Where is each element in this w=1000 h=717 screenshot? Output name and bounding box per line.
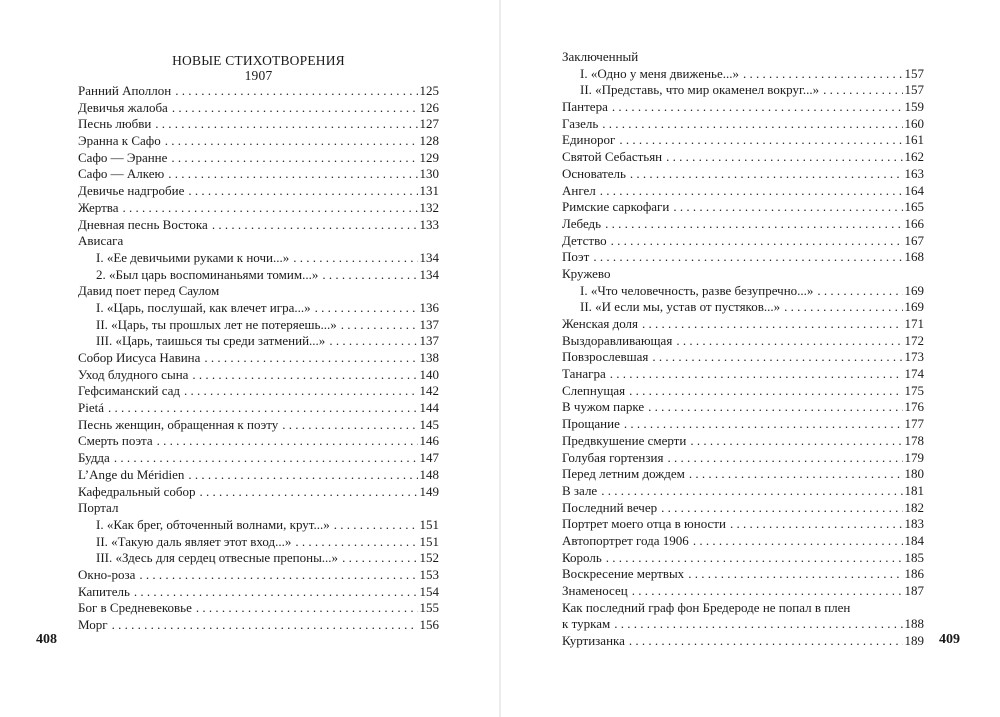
toc-leader-dots bbox=[157, 433, 418, 450]
toc-entry bbox=[78, 283, 439, 300]
toc-entry-page: 178 bbox=[904, 432, 924, 448]
toc-entry-title: Гефсиманский сад bbox=[78, 383, 181, 399]
toc-entry-page: 166 bbox=[904, 215, 924, 231]
toc-entry bbox=[78, 100, 439, 117]
toc-entry-title: I. «Что человечность, разве безупречно...» bbox=[580, 282, 814, 298]
toc-leader-dots bbox=[667, 450, 902, 467]
toc-leader-dots bbox=[341, 317, 418, 334]
toc-entry bbox=[562, 633, 924, 650]
toc-entry-title: Как последний граф фон Бредероде не попал в плен bbox=[562, 599, 851, 615]
toc-entry bbox=[562, 66, 924, 83]
toc-entry bbox=[562, 450, 924, 467]
toc-leader-dots bbox=[212, 217, 418, 234]
toc-leader-dots bbox=[192, 367, 417, 384]
toc-leader-dots bbox=[204, 350, 417, 367]
toc-entry-title: Портал bbox=[78, 500, 119, 516]
toc-leader-dots bbox=[600, 183, 903, 200]
toc-entry-title: Голубая гортензия bbox=[562, 449, 664, 465]
toc-entry-title: I. «Одно у меня движенье...» bbox=[580, 65, 739, 81]
toc-entry-page: 169 bbox=[904, 299, 924, 315]
toc-entry-page: 137 bbox=[419, 316, 439, 332]
toc-entry-page: 171 bbox=[904, 316, 924, 331]
toc-entry bbox=[78, 350, 439, 367]
toc-entry bbox=[78, 467, 439, 484]
toc-leader-dots bbox=[112, 617, 418, 634]
section-heading: НОВЫЕ СТИХОТВОРЕНИЯ bbox=[172, 53, 345, 68]
toc-entry bbox=[562, 483, 924, 500]
toc-entry-title: Выздоравливающая bbox=[562, 332, 673, 348]
toc-entry-page: 151 bbox=[419, 516, 439, 532]
toc-leader-dots bbox=[165, 133, 418, 150]
toc-entry bbox=[78, 267, 439, 284]
right-page bbox=[501, 0, 1000, 717]
toc-leader-dots bbox=[602, 116, 902, 133]
toc-entry-page: 162 bbox=[904, 149, 924, 165]
toc-entry bbox=[78, 433, 439, 450]
toc-entry-page: 173 bbox=[904, 349, 924, 365]
toc-list-left bbox=[78, 83, 439, 634]
toc-entry-title: Предвкушение смерти bbox=[562, 432, 687, 448]
toc-entry-title: Ависага bbox=[78, 233, 124, 249]
toc-entry-title: II. «Такую даль являет этот вход...» bbox=[96, 533, 292, 549]
toc-leader-dots bbox=[606, 550, 903, 567]
toc-entry-title: Воскресение мертвых bbox=[562, 566, 685, 582]
toc-leader-dots bbox=[155, 116, 417, 133]
toc-entry-title: Ангел bbox=[562, 182, 596, 198]
toc-entry bbox=[562, 283, 924, 300]
toc-leader-dots bbox=[329, 333, 417, 350]
toc-entry bbox=[562, 516, 924, 533]
toc-entry-page: 155 bbox=[419, 600, 439, 616]
toc-entry bbox=[562, 116, 924, 133]
toc-entry bbox=[562, 316, 924, 333]
toc-entry-title: Кафедральный собор bbox=[78, 483, 196, 499]
toc-entry-page: 146 bbox=[419, 433, 439, 449]
toc-entry-title: Танагра bbox=[562, 366, 606, 382]
toc-entry-page: 157 bbox=[904, 65, 924, 81]
toc-entry-title: Девичья жалоба bbox=[78, 99, 168, 115]
toc-entry-title: Перед летним дождем bbox=[562, 466, 685, 482]
toc-column-left bbox=[78, 53, 439, 634]
toc-entry-page: 157 bbox=[904, 82, 924, 98]
page-number-right: 409 bbox=[939, 632, 960, 647]
toc-entry-title: III. «Здесь для сердец отвесные препоны...» bbox=[96, 550, 339, 566]
toc-entry-title: Собор Иисуса Навина bbox=[78, 350, 201, 365]
toc-leader-dots bbox=[196, 600, 418, 617]
toc-leader-dots bbox=[612, 99, 903, 116]
toc-entry-page: 159 bbox=[904, 99, 924, 115]
toc-entry-page: 130 bbox=[419, 166, 439, 182]
toc-entry bbox=[78, 450, 439, 467]
toc-entry-page: 148 bbox=[419, 466, 439, 482]
toc-entry-title: Эранна к Сафо bbox=[78, 133, 161, 149]
toc-entry bbox=[562, 349, 924, 366]
toc-leader-dots bbox=[188, 183, 417, 200]
toc-entry bbox=[562, 366, 924, 383]
toc-leader-dots bbox=[168, 166, 417, 183]
toc-entry-page: 181 bbox=[904, 482, 924, 498]
toc-leader-dots bbox=[730, 516, 903, 533]
toc-leader-dots bbox=[611, 233, 903, 250]
toc-entry bbox=[78, 567, 439, 584]
toc-entry bbox=[78, 233, 439, 250]
toc-leader-dots bbox=[295, 534, 417, 551]
toc-entry bbox=[562, 399, 924, 416]
toc-leader-dots bbox=[293, 250, 417, 267]
toc-list-right bbox=[562, 49, 924, 650]
toc-leader-dots bbox=[619, 132, 902, 149]
toc-entry bbox=[78, 534, 439, 551]
toc-entry bbox=[78, 417, 439, 434]
toc-entry bbox=[562, 183, 924, 200]
toc-entry bbox=[562, 166, 924, 183]
toc-entry bbox=[562, 233, 924, 250]
toc-entry-page: 133 bbox=[419, 216, 439, 232]
toc-leader-dots bbox=[315, 300, 418, 317]
toc-entry bbox=[78, 83, 439, 100]
toc-entry bbox=[78, 116, 439, 133]
toc-leader-dots bbox=[139, 567, 417, 584]
toc-leader-dots bbox=[630, 166, 903, 183]
toc-leader-dots bbox=[171, 150, 417, 167]
toc-entry bbox=[78, 317, 439, 334]
toc-entry bbox=[562, 600, 924, 617]
toc-leader-dots bbox=[593, 249, 902, 266]
toc-entry bbox=[78, 200, 439, 217]
toc-entry bbox=[78, 217, 439, 234]
toc-leader-dots bbox=[642, 316, 902, 333]
toc-entry-title: Капитель bbox=[78, 583, 130, 599]
toc-entry bbox=[562, 466, 924, 483]
toc-entry-page: 138 bbox=[419, 350, 439, 365]
toc-entry-page: 189 bbox=[904, 633, 924, 649]
left-page bbox=[0, 0, 499, 717]
toc-leader-dots bbox=[652, 349, 902, 366]
toc-column-right bbox=[562, 49, 924, 650]
toc-entry bbox=[562, 583, 924, 600]
toc-leader-dots bbox=[688, 566, 902, 583]
toc-leader-dots bbox=[689, 466, 903, 483]
toc-entry-page: 145 bbox=[419, 416, 439, 432]
toc-entry-page: 154 bbox=[419, 583, 439, 599]
toc-entry-title: II. «И если мы, устав от пустяков...» bbox=[580, 299, 781, 315]
toc-entry-title: Бог в Средневековье bbox=[78, 600, 192, 616]
toc-entry-title: Пантера bbox=[562, 99, 608, 115]
toc-entry-page: 127 bbox=[419, 116, 439, 132]
toc-entry bbox=[78, 617, 439, 634]
toc-entry-title: Знаменосец bbox=[562, 583, 628, 598]
page-number-left: 408 bbox=[36, 632, 57, 647]
toc-entry-page: 156 bbox=[419, 617, 439, 632]
toc-entry bbox=[562, 49, 924, 66]
toc-entry-page: 161 bbox=[904, 132, 924, 148]
toc-entry-page: 165 bbox=[904, 199, 924, 215]
toc-leader-dots bbox=[123, 200, 418, 217]
toc-entry-title: Единорог bbox=[562, 132, 616, 148]
toc-entry bbox=[562, 500, 924, 517]
toc-entry bbox=[78, 400, 439, 417]
toc-entry bbox=[78, 367, 439, 384]
toc-entry bbox=[78, 584, 439, 601]
toc-entry-page: 169 bbox=[904, 282, 924, 298]
toc-entry-page: 151 bbox=[419, 533, 439, 549]
toc-leader-dots bbox=[108, 400, 418, 417]
toc-entry-title: Уход блудного сына bbox=[78, 366, 189, 382]
toc-entry-page: 134 bbox=[419, 266, 439, 282]
toc-entry-page: 125 bbox=[419, 83, 439, 98]
toc-entry-page: 180 bbox=[904, 466, 924, 482]
toc-entry bbox=[562, 433, 924, 450]
toc-leader-dots bbox=[614, 616, 902, 633]
toc-entry-page: 136 bbox=[419, 299, 439, 315]
toc-entry bbox=[562, 383, 924, 400]
toc-entry-title: Детство bbox=[562, 232, 607, 248]
toc-entry bbox=[562, 333, 924, 350]
toc-entry-page: 168 bbox=[904, 249, 924, 265]
toc-entry-title: Будда bbox=[78, 450, 110, 466]
toc-entry-title: Окно-роза bbox=[78, 566, 136, 582]
toc-entry-page: 152 bbox=[419, 550, 439, 566]
toc-leader-dots bbox=[172, 100, 418, 117]
toc-entry bbox=[78, 333, 439, 350]
toc-entry bbox=[562, 566, 924, 583]
toc-entry-title: Слепнущая bbox=[562, 382, 626, 398]
toc-entry bbox=[562, 216, 924, 233]
toc-entry-page: 177 bbox=[904, 416, 924, 432]
toc-entry-page: 132 bbox=[419, 199, 439, 215]
toc-entry bbox=[78, 383, 439, 400]
toc-entry bbox=[562, 266, 924, 283]
toc-entry-page: 128 bbox=[419, 133, 439, 149]
toc-entry-page: 134 bbox=[419, 249, 439, 265]
toc-entry-title: В зале bbox=[562, 482, 598, 498]
toc-entry bbox=[562, 249, 924, 266]
toc-entry bbox=[78, 150, 439, 167]
toc-leader-dots bbox=[605, 216, 902, 233]
toc-entry-page: 185 bbox=[904, 549, 924, 565]
toc-leader-dots bbox=[134, 584, 418, 601]
toc-leader-dots bbox=[817, 283, 902, 300]
toc-entry-title: Прощание bbox=[562, 416, 620, 432]
toc-entry-title: II. «Царь, ты прошлых лет не потеряешь...» bbox=[96, 316, 337, 332]
toc-leader-dots bbox=[282, 417, 417, 434]
toc-entry bbox=[562, 99, 924, 116]
toc-entry-title: Святой Себастьян bbox=[562, 149, 663, 165]
toc-leader-dots bbox=[743, 66, 903, 83]
toc-entry bbox=[78, 300, 439, 317]
toc-entry-title: II. «Представь, что мир окаменел вокруг...» bbox=[580, 82, 820, 98]
toc-entry-title: Кружево bbox=[562, 265, 611, 281]
toc-entry-title: к туркам bbox=[562, 616, 611, 632]
toc-entry-page: 167 bbox=[904, 232, 924, 248]
toc-entry-title: Король bbox=[562, 549, 602, 565]
toc-entry-page: 160 bbox=[904, 115, 924, 131]
toc-entry-title: Песнь любви bbox=[78, 116, 152, 132]
toc-leader-dots bbox=[632, 583, 903, 600]
toc-leader-dots bbox=[629, 633, 903, 650]
toc-entry-title: Ранний Аполлон bbox=[78, 83, 172, 98]
toc-entry-title: Поэт bbox=[562, 249, 590, 265]
toc-entry bbox=[78, 166, 439, 183]
toc-entry-page: 144 bbox=[419, 400, 439, 416]
toc-entry-title: Последний вечер bbox=[562, 499, 658, 515]
toc-entry-page: 129 bbox=[419, 149, 439, 165]
toc-entry-page: 126 bbox=[419, 99, 439, 115]
toc-entry-title: Девичье надгробие bbox=[78, 183, 185, 199]
toc-entry-page: 164 bbox=[904, 182, 924, 198]
toc-leader-dots bbox=[188, 467, 417, 484]
toc-entry-page: 172 bbox=[904, 332, 924, 348]
toc-entry-title: 2. «Был царь воспоминаньями томим...» bbox=[96, 266, 319, 282]
toc-entry bbox=[78, 183, 439, 200]
toc-entry bbox=[562, 82, 924, 99]
toc-entry-title: В чужом парке bbox=[562, 399, 645, 415]
toc-entry-title: I. «Царь, послушай, как влечет игра...» bbox=[96, 299, 311, 315]
toc-entry-page: 153 bbox=[419, 566, 439, 582]
toc-entry-title: Портрет моего отца в юности bbox=[562, 516, 726, 532]
toc-entry-title: Жертва bbox=[78, 199, 119, 215]
toc-entry-title: Лебедь bbox=[562, 215, 602, 231]
toc-entry-page: 179 bbox=[904, 449, 924, 465]
toc-entry-title: Сафо — Эранне bbox=[78, 149, 168, 165]
toc-leader-dots bbox=[648, 399, 902, 416]
toc-entry-page: 149 bbox=[419, 483, 439, 499]
toc-entry-title: Дневная песнь Востока bbox=[78, 216, 208, 232]
toc-entry-page: 131 bbox=[419, 183, 439, 199]
toc-leader-dots bbox=[601, 483, 902, 500]
toc-entry bbox=[78, 133, 439, 150]
toc-entry-page: 163 bbox=[904, 165, 924, 181]
toc-entry bbox=[78, 600, 439, 617]
toc-entry bbox=[78, 550, 439, 567]
toc-entry bbox=[78, 484, 439, 501]
toc-entry-page: 182 bbox=[904, 499, 924, 515]
toc-entry bbox=[562, 416, 924, 433]
toc-leader-dots bbox=[610, 366, 903, 383]
toc-entry-page: 142 bbox=[419, 383, 439, 399]
toc-entry-page: 184 bbox=[904, 532, 924, 548]
toc-entry bbox=[562, 149, 924, 166]
toc-entry-title: Автопортрет года 1906 bbox=[562, 532, 689, 548]
toc-leader-dots bbox=[184, 383, 417, 400]
toc-entry-page: 175 bbox=[904, 382, 924, 398]
toc-leader-dots bbox=[114, 450, 418, 467]
toc-entry bbox=[78, 500, 439, 517]
toc-entry-page: 187 bbox=[904, 583, 924, 598]
toc-leader-dots bbox=[784, 299, 902, 316]
toc-leader-dots bbox=[200, 484, 418, 501]
toc-entry bbox=[562, 550, 924, 567]
toc-entry-title: I. «Ее девичьими руками к ночи...» bbox=[96, 249, 290, 265]
toc-entry-title: Основатель bbox=[562, 165, 626, 181]
toc-entry-page: 140 bbox=[419, 366, 439, 382]
toc-entry-title: L’Ange du Méridien bbox=[78, 466, 185, 482]
toc-entry-page: 137 bbox=[419, 333, 439, 349]
toc-leader-dots bbox=[690, 433, 902, 450]
toc-entry bbox=[78, 250, 439, 267]
toc-entry-title: III. «Царь, таишься ты среди затмений...» bbox=[96, 333, 326, 349]
toc-entry-page: 174 bbox=[904, 366, 924, 382]
toc-entry-page: 176 bbox=[904, 399, 924, 415]
toc-leader-dots bbox=[666, 149, 902, 166]
toc-entry-title: Сафо — Алкею bbox=[78, 166, 165, 182]
toc-entry bbox=[78, 517, 439, 534]
toc-leader-dots bbox=[629, 383, 902, 400]
toc-entry bbox=[562, 616, 924, 633]
toc-entry bbox=[562, 132, 924, 149]
toc-entry-title: Морг bbox=[78, 617, 108, 632]
toc-leader-dots bbox=[676, 333, 902, 350]
toc-entry-title: I. «Как брег, обточенный волнами, крут...» bbox=[96, 516, 330, 532]
toc-leader-dots bbox=[175, 83, 417, 100]
toc-entry-title: Куртизанка bbox=[562, 633, 625, 649]
toc-entry bbox=[562, 533, 924, 550]
toc-entry-title: Газель bbox=[562, 115, 599, 131]
toc-leader-dots bbox=[322, 267, 417, 284]
toc-entry-title: Повзрослевшая bbox=[562, 349, 649, 365]
toc-entry-page: 183 bbox=[904, 516, 924, 532]
toc-entry-page: 147 bbox=[419, 450, 439, 466]
toc-entry-title: Римские саркофаги bbox=[562, 199, 670, 215]
toc-leader-dots bbox=[334, 517, 418, 534]
toc-leader-dots bbox=[693, 533, 903, 550]
toc-entry-page: 188 bbox=[904, 616, 924, 632]
toc-entry bbox=[562, 199, 924, 216]
section-year: 1907 bbox=[244, 68, 273, 83]
toc-entry-title: Заключенный bbox=[562, 49, 639, 64]
toc-entry-page: 186 bbox=[904, 566, 924, 582]
toc-leader-dots bbox=[661, 500, 902, 517]
toc-entry-title: Pietá bbox=[78, 400, 104, 416]
toc-entry-title: Смерть поэта bbox=[78, 433, 153, 449]
toc-leader-dots bbox=[624, 416, 903, 433]
toc-entry-title: Женская доля bbox=[562, 316, 639, 331]
toc-entry-title: Давид поет перед Саулом bbox=[78, 283, 220, 299]
toc-leader-dots bbox=[823, 82, 902, 99]
toc-entry bbox=[562, 299, 924, 316]
toc-leader-dots bbox=[673, 199, 902, 216]
toc-leader-dots bbox=[342, 550, 417, 567]
toc-entry-title: Песнь женщин, обращенная к поэту bbox=[78, 416, 279, 432]
